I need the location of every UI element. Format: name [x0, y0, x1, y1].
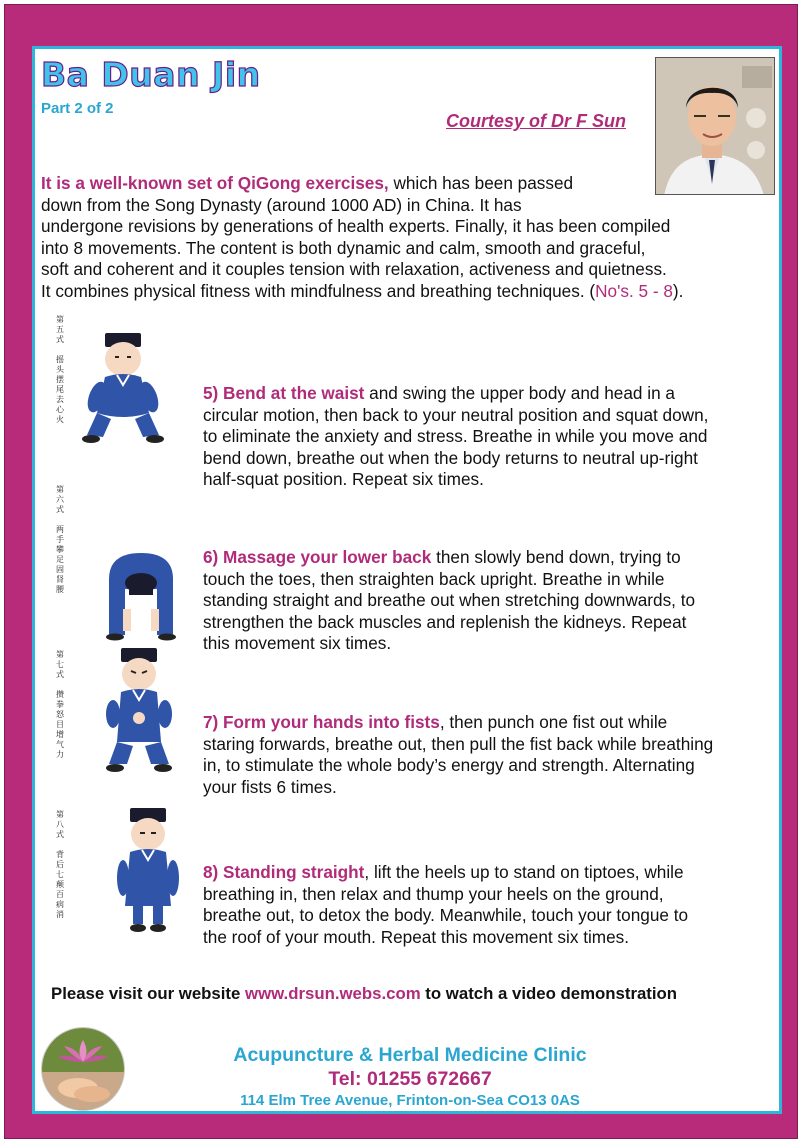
exercise-5 [35, 311, 779, 489]
website-link[interactable]: www.drsun.webs.com [245, 984, 421, 1003]
cjk-char: 心 [56, 405, 64, 414]
exercise-6-text [203, 547, 775, 655]
cjk-char: 肾 [56, 575, 64, 584]
page-border [4, 4, 798, 1139]
intro-line-6 [41, 281, 773, 303]
exercise-text: standing straight and breathe out when stretching downwards, to [203, 590, 696, 610]
intro-line-6-highlight: No's. 5 - 8 [595, 280, 673, 301]
exercise-7-cjk-label [53, 650, 67, 760]
cjk-char: 目 [56, 720, 64, 729]
exercise-text: bend down, breathe out when the body returns to neutral up-right [203, 447, 698, 468]
cjk-char: 式 [56, 670, 64, 679]
exercise-text: breathing in, then relax and thump your heels on the ground, [203, 883, 664, 904]
cjk-char: 头 [56, 365, 64, 374]
clinic-address: 114 Elm Tree Avenue, Frinton-on-Sea CO13 0AS [240, 1092, 580, 1109]
exercise-text: and swing the upper body and head in a [364, 383, 675, 403]
page-title: Ba Duan Jin [41, 55, 261, 94]
exercise-text: , then punch one fist out while [439, 712, 668, 732]
cjk-char: 摆 [56, 375, 64, 384]
exercise-5-cjk-label [53, 315, 67, 425]
intro-lead: It is a well-known set of QiGong exercises, [41, 173, 389, 193]
exercise-5-line-1 [203, 383, 775, 405]
cjk-char: 力 [56, 750, 64, 759]
cjk-char: 摇 [56, 355, 64, 364]
intro-line-2: down from the Song Dynasty (around 1000 AD) in China. It has [41, 194, 522, 215]
exercise-text: strengthen the back muscles and replenish the kidneys. Repeat [203, 611, 687, 632]
exercise-text: in, to stimulate the whole body’s energy and strength. Alternating [203, 755, 695, 775]
intro-line-6-start: It combines physical fitness with mindfulness and breathing techniques. ( [41, 280, 596, 301]
cjk-char: 拳 [56, 700, 64, 709]
website-callout [51, 984, 773, 1004]
exercise-8 [35, 806, 779, 971]
cjk-char: 五 [56, 325, 64, 334]
bend-down-figure-icon [99, 549, 183, 641]
cjk-char: 背 [56, 850, 64, 859]
exercise-text: the roof of your mouth. Repeat this movement six times. [203, 926, 630, 947]
exercise-7-text [203, 712, 775, 798]
visit-text-start: Please visit our website [51, 984, 246, 1003]
cjk-char: 第 [56, 485, 64, 494]
cjk-char: 气 [56, 740, 64, 749]
cjk-char: 尾 [56, 385, 64, 394]
exercise-8-heading: 8) Standing straight [203, 862, 365, 882]
cjk-char: 第 [56, 315, 64, 324]
courtesy-credit: Courtesy of Dr F Sun [446, 111, 627, 131]
cjk-char: 攒 [56, 690, 64, 699]
cjk-char: 固 [56, 565, 64, 574]
intro-line-3: undergone revisions by generations of health experts. Finally, it has been compiled [41, 216, 671, 236]
cjk-char: 攀 [56, 545, 64, 554]
cjk-char: 病 [56, 900, 64, 909]
exercise-7-line-1 [203, 712, 775, 734]
exercise-6-line-1 [203, 547, 775, 569]
exercise-5-text [203, 383, 775, 491]
exercise-text: then slowly bend down, trying to [431, 547, 681, 567]
intro-line-5: soft and coherent and it couples tension with relaxation, activeness and quietness. [41, 259, 667, 279]
exercise-6-cjk-label [53, 485, 67, 595]
exercise-text: , lift the heels up to stand on tiptoes, while [364, 862, 684, 882]
cjk-char: 式 [56, 830, 64, 839]
exercise-text: your fists 6 times. [203, 776, 337, 797]
content-panel [32, 46, 782, 1114]
exercise-8-text [203, 862, 775, 948]
exercise-5-heading: 5) Bend at the waist [203, 383, 365, 403]
clinic-phone: Tel: 01255 672667 [328, 1068, 492, 1090]
exercise-text: to eliminate the anxiety and stress. Breathe in while you move and [203, 426, 708, 446]
cjk-char: 后 [56, 860, 64, 869]
cjk-char: 手 [56, 535, 64, 544]
cjk-char: 式 [56, 335, 64, 344]
exercise-6 [35, 481, 779, 653]
exercise-text: this movement six times. [203, 633, 392, 653]
exercise-text: circular motion, then back to your neutral position and squat down, [203, 404, 709, 425]
exercise-6-heading: 6) Massage your lower back [203, 547, 432, 567]
cjk-char: 消 [56, 910, 64, 919]
intro-line-1-rest: which has been passed [388, 173, 574, 193]
exercise-text: staring forwards, breathe out, then pull the fist back while breathing [203, 733, 714, 754]
exercise-7-heading: 7) Form your hands into fists [203, 712, 440, 732]
cjk-char: 七 [56, 870, 64, 879]
standing-figure-icon [115, 806, 181, 936]
exercise-8-cjk-label [53, 810, 67, 920]
intro-line-4: into 8 movements. The content is both dynamic and calm, smooth and graceful, [41, 237, 646, 258]
cjk-char: 火 [56, 415, 64, 424]
cjk-char: 足 [56, 555, 64, 564]
cjk-char: 六 [56, 495, 64, 504]
intro-line-1 [41, 173, 773, 195]
fist-stance-figure-icon [101, 646, 177, 776]
clinic-name: Acupuncture & Herbal Medicine Clinic [233, 1044, 587, 1066]
cjk-char: 百 [56, 890, 64, 899]
cjk-char: 去 [56, 395, 64, 404]
cjk-char: 增 [56, 730, 64, 739]
part-label: Part 2 of 2 [41, 100, 114, 117]
cjk-char: 两 [56, 525, 64, 534]
cjk-char: 八 [56, 820, 64, 829]
exercise-text: touch the toes, then straighten back upright. Breathe in while [203, 568, 665, 589]
clinic-info [185, 1043, 635, 1111]
exercise-8-line-1 [203, 862, 775, 884]
visit-text-end: to watch a video demonstration [420, 984, 678, 1003]
cjk-char: 怒 [56, 710, 64, 719]
cjk-char: 颠 [56, 880, 64, 889]
intro-paragraph [41, 173, 773, 302]
exercise-text: breathe out, to detox the body. Meanwhile, touch your tongue to [203, 905, 689, 925]
cjk-char: 腰 [56, 585, 64, 594]
intro-line-6-end: ). [672, 280, 684, 301]
lotus-logo-icon [42, 1028, 124, 1110]
exercise-7 [35, 646, 779, 806]
cjk-char: 式 [56, 505, 64, 514]
squat-figure-icon [77, 331, 169, 451]
cjk-char: 七 [56, 660, 64, 669]
clinic-logo [41, 1027, 125, 1111]
cjk-char: 第 [56, 650, 64, 659]
exercise-text: half-squat position. Repeat six times. [203, 469, 484, 489]
cjk-char: 第 [56, 810, 64, 819]
